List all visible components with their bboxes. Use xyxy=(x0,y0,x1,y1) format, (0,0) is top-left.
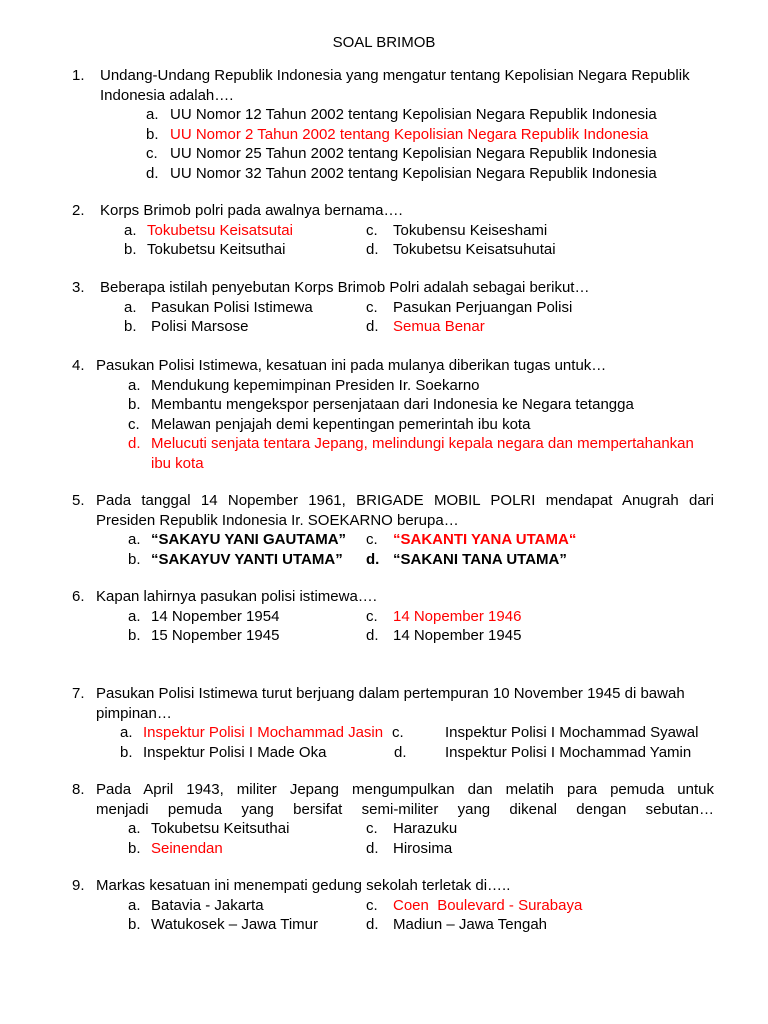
option-b: Inspektur Polisi I Made Oka xyxy=(143,743,327,761)
question-number: 5. xyxy=(72,492,85,509)
option-letter: a. xyxy=(124,298,137,316)
option-c: Tokubensu Keiseshami xyxy=(393,221,548,239)
option-letter: b. xyxy=(128,627,141,644)
option-text: UU Nomor 25 Tahun 2002 tentang Kepolisian Negara Republik Indonesia xyxy=(170,145,657,162)
option-letter: a. xyxy=(128,531,141,548)
option-a: Pasukan Polisi Istimewa xyxy=(151,298,313,316)
option-letter: c. xyxy=(366,896,378,914)
option-letter: b. xyxy=(124,318,137,335)
option-a: 14 Nopember 1954 xyxy=(151,607,280,625)
option-letter: c. xyxy=(146,145,158,162)
option-letter: c. xyxy=(366,820,378,837)
option-b: 15 Nopember 1945 xyxy=(151,627,280,644)
option-b: “SAKAYUV YANTI UTAMA” xyxy=(151,550,343,568)
option-d-correct: Semua Benar xyxy=(393,318,485,335)
question-number: 8. xyxy=(72,781,85,798)
option-a xyxy=(72,105,714,125)
option-letter: a. xyxy=(128,376,141,394)
option-letter: c. xyxy=(366,298,378,316)
option-text: UU Nomor 12 Tahun 2002 tentang Kepolisian Negara Republik Indonesia xyxy=(170,106,657,123)
option-a-correct: Tokubetsu Keisatsutai xyxy=(147,221,293,239)
option-c-correct: “SAKANTI YANA UTAMA“ xyxy=(393,531,577,548)
question-text-line-2: Presiden Republik Indonesia Ir. SOEKARNO berupa… xyxy=(96,511,459,529)
option-d: “SAKANI TANA UTAMA” xyxy=(393,550,567,568)
option-letter: d. xyxy=(394,743,407,761)
option-c: Pasukan Perjuangan Polisi xyxy=(393,298,573,316)
option-letter: d. xyxy=(366,839,379,857)
option-letter: a. xyxy=(128,896,141,914)
option-text: Membantu mengekspor persenjataan dari Indonesia ke Negara tetangga xyxy=(151,396,634,413)
option-c xyxy=(72,415,714,435)
question-7 xyxy=(72,684,714,762)
option-c-correct: 14 Nopember 1946 xyxy=(393,607,522,625)
question-3 xyxy=(72,278,714,337)
question-9 xyxy=(72,876,714,935)
option-a xyxy=(72,376,714,396)
option-letter: b. xyxy=(146,125,159,143)
option-letter: a. xyxy=(124,221,137,239)
option-letter: a. xyxy=(146,106,159,123)
question-text: Korps Brimob polri pada awalnya bernama…. xyxy=(100,202,403,219)
question-2 xyxy=(72,201,714,260)
option-a: “SAKAYU YANI GAUTAMA” xyxy=(151,531,347,548)
option-c: Harazuku xyxy=(393,820,458,837)
question-text: Pasukan Polisi Istimewa, kesatuan ini pada mulanya diberikan tugas untuk… xyxy=(96,357,607,374)
option-d: 14 Nopember 1945 xyxy=(393,627,522,644)
option-letter: c. xyxy=(128,415,140,433)
document-title: SOAL BRIMOB xyxy=(332,34,436,51)
option-a: Tokubetsu Keitsuthai xyxy=(151,820,290,837)
option-text: Melawan penjajah demi kepentingan pemerintah ibu kota xyxy=(151,415,531,433)
option-text: Melucuti senjata tentara Jepang, melindungi kepala negara dan mempertahankan ibu kota xyxy=(151,435,694,472)
option-letter: d. xyxy=(128,435,141,452)
option-letter: b. xyxy=(120,743,133,761)
option-b-correct: Seinendan xyxy=(151,839,223,857)
question-text: Markas kesatuan ini menempati gedung sekolah terletak di….. xyxy=(96,877,511,894)
option-a: Batavia - Jakarta xyxy=(151,896,264,914)
question-text: Pasukan Polisi Istimewa turut berjuang dalam pertempuran 10 November 1945 di bawah pimpinan… xyxy=(96,685,685,722)
option-d-correct xyxy=(72,434,714,473)
question-text: Beberapa istilah penyebutan Korps Brimob Polri adalah sebagai berikut… xyxy=(100,279,590,296)
option-text: Mendukung kepemimpinan Presiden Ir. Soekarno xyxy=(151,376,480,394)
question-text-line-1: Pada tanggal 14 Nopember 1961, BRIGADE MOBIL POLRI mendapat Anugrah dari xyxy=(96,492,714,509)
option-d: Inspektur Polisi I Mochammad Yamin xyxy=(445,743,692,761)
question-number: 2. xyxy=(72,202,85,219)
question-number: 6. xyxy=(72,588,85,605)
option-letter: c. xyxy=(366,607,378,625)
option-b xyxy=(72,395,714,415)
option-letter: b. xyxy=(128,839,141,857)
option-letter: c. xyxy=(392,724,404,741)
option-c xyxy=(72,144,714,164)
option-letter: d. xyxy=(146,164,159,182)
option-letter: b. xyxy=(128,916,141,933)
option-letter: d. xyxy=(366,627,379,644)
question-1 xyxy=(72,66,714,183)
option-letter: d. xyxy=(366,241,379,258)
question-text: Kapan lahirnya pasukan polisi istimewa…. xyxy=(96,588,377,605)
option-letter: a. xyxy=(128,820,141,837)
option-letter: b. xyxy=(124,241,137,258)
option-b: Polisi Marsose xyxy=(151,318,249,335)
option-d: Tokubetsu Keisatsuhutai xyxy=(393,241,556,258)
option-c: Inspektur Polisi I Mochammad Syawal xyxy=(445,724,699,741)
option-text: UU Nomor 32 Tahun 2002 tentang Kepolisian Negara Republik Indonesia xyxy=(170,164,657,182)
option-b: Tokubetsu Keitsuthai xyxy=(147,241,286,258)
option-b: Watukosek – Jawa Timur xyxy=(151,916,318,933)
option-letter: b. xyxy=(128,396,141,413)
option-letter: a. xyxy=(120,724,133,741)
option-b-correct xyxy=(72,125,714,145)
question-number: 7. xyxy=(72,685,85,702)
option-letter: a. xyxy=(128,607,141,625)
question-5 xyxy=(72,491,714,569)
question-number: 9. xyxy=(72,877,85,894)
question-number: 1. xyxy=(72,67,85,84)
option-letter: b. xyxy=(128,550,141,568)
question-text-line-1: Pada April 1943, militer Jepang mengumpulkan dan melatih para pemuda untuk xyxy=(96,781,714,798)
option-letter: d. xyxy=(366,550,380,568)
question-number: 3. xyxy=(72,279,85,296)
option-d: Madiun – Jawa Tengah xyxy=(393,916,547,933)
option-c-correct: Coen Boulevard - Surabaya xyxy=(393,896,583,914)
option-letter: d. xyxy=(366,916,379,933)
question-8 xyxy=(72,780,714,858)
question-4 xyxy=(72,356,714,473)
option-text: UU Nomor 2 Tahun 2002 tentang Kepolisian Negara Republik Indonesia xyxy=(170,125,649,143)
option-d: Hirosima xyxy=(393,839,453,857)
question-text: Undang-Undang Republik Indonesia yang mengatur tentang Kepolisian Negara Republik Indonesia adalah…. xyxy=(100,67,690,104)
option-letter: c. xyxy=(366,221,378,239)
option-letter: c. xyxy=(366,531,378,548)
option-a-correct: Inspektur Polisi I Mochammad Jasin xyxy=(143,724,384,741)
question-text-line-2: menjadi pemuda yang bersifat semi-militer yang dikenal dengan sebutan… xyxy=(96,800,714,818)
option-letter: d. xyxy=(366,318,379,335)
question-number: 4. xyxy=(72,357,85,374)
option-d xyxy=(72,164,714,184)
question-6 xyxy=(72,587,714,646)
